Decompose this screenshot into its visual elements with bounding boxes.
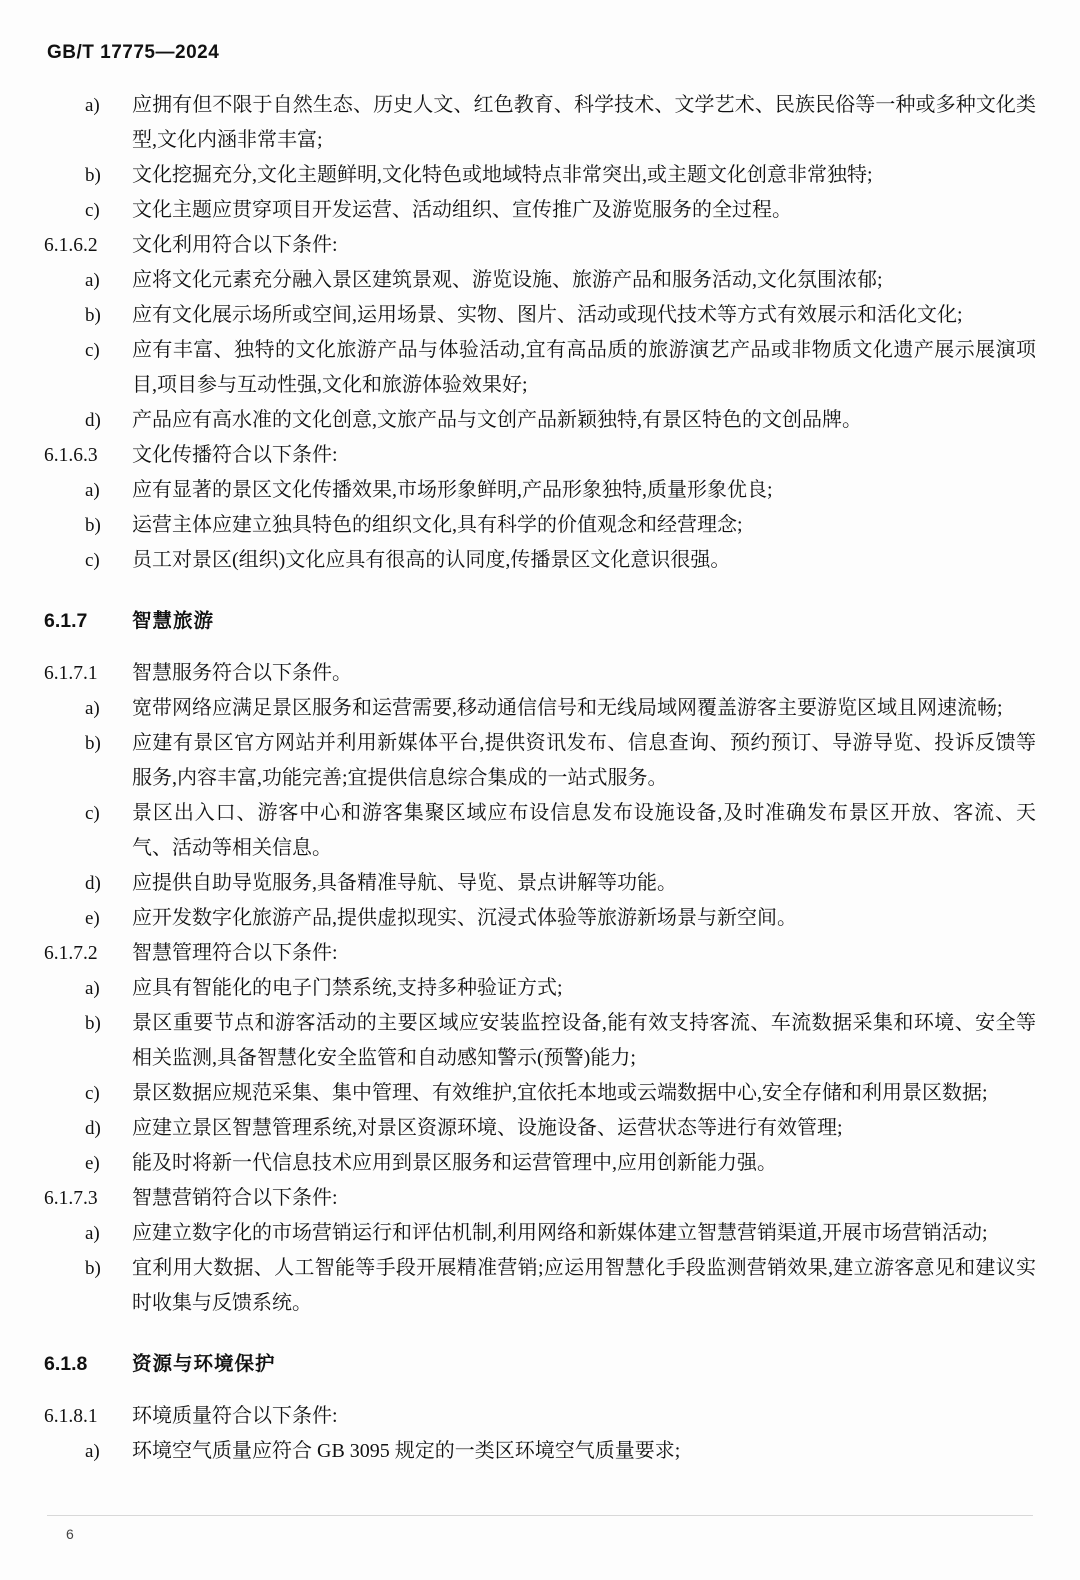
page-header-standard-number: GB/T 17775—2024 xyxy=(47,42,220,63)
list-item-label: e) xyxy=(85,908,100,929)
list-item xyxy=(44,796,1036,866)
list-item xyxy=(44,1216,1036,1251)
section-heading-title: 资源与环境保护 xyxy=(132,1353,276,1375)
list-item xyxy=(44,333,1036,403)
list-item xyxy=(44,508,1036,543)
list-item-label: b) xyxy=(85,305,101,326)
list-item-text: 产品应有高水准的文化创意,文旅产品与文创产品新颖独特,有景区特色的文创品牌。 xyxy=(132,409,862,431)
list-item-label: d) xyxy=(85,410,101,431)
list-item xyxy=(44,1006,1036,1076)
list-item-label: a) xyxy=(85,698,100,719)
list-item-text: 应将文化元素充分融入景区建筑景观、游览设施、旅游产品和服务活动,文化氛围浓郁; xyxy=(132,269,883,291)
list-item-text: 员工对景区(组织)文化应具有很高的认同度,传播景区文化意识很强。 xyxy=(132,549,731,571)
list-item-text: 应提供自助导览服务,具备精准导航、导览、景点讲解等功能。 xyxy=(132,872,677,894)
clause-text: 文化利用符合以下条件: xyxy=(132,234,338,256)
list-item-label: c) xyxy=(85,200,100,221)
list-item xyxy=(44,726,1036,796)
list-item-text: 应有文化展示场所或空间,运用场景、实物、图片、活动或现代技术等方式有效展示和活化文化; xyxy=(132,304,963,326)
list-item-text: 景区出入口、游客中心和游客集聚区域应布设信息发布设施设备,及时准确发布景区开放、客流、天气、活动等相关信息。 xyxy=(132,802,1036,859)
list-item xyxy=(44,971,1036,1006)
list-item xyxy=(44,1434,1036,1469)
section-heading-title: 智慧旅游 xyxy=(132,610,215,632)
list-item-text: 应有显著的景区文化传播效果,市场形象鲜明,产品形象独特,质量形象优良; xyxy=(132,479,773,501)
clause-paragraph xyxy=(44,438,1036,473)
clause-number: 6.1.7.1 xyxy=(44,663,98,684)
document-body xyxy=(44,88,1036,1469)
list-item-label: b) xyxy=(85,515,101,536)
clause-paragraph xyxy=(44,1181,1036,1216)
list-item xyxy=(44,1146,1036,1181)
list-item xyxy=(44,298,1036,333)
list-item-label: b) xyxy=(85,1258,101,1279)
list-item-label: a) xyxy=(85,978,100,999)
list-item xyxy=(44,1111,1036,1146)
list-item xyxy=(44,1251,1036,1321)
list-item xyxy=(44,901,1036,936)
list-item-label: b) xyxy=(85,1013,101,1034)
clause-text: 文化传播符合以下条件: xyxy=(132,444,338,466)
list-item-text: 文化挖掘充分,文化主题鲜明,文化特色或地域特点非常突出,或主题文化创意非常独特; xyxy=(132,164,873,186)
list-item xyxy=(44,473,1036,508)
clause-number: 6.1.6.2 xyxy=(44,235,98,256)
clause-paragraph xyxy=(44,1399,1036,1434)
clause-number: 6.1.6.3 xyxy=(44,445,98,466)
list-item-label: c) xyxy=(85,1083,100,1104)
clause-text: 环境质量符合以下条件: xyxy=(132,1405,338,1427)
list-item-label: a) xyxy=(85,1223,100,1244)
clause-paragraph xyxy=(44,656,1036,691)
section-heading-number: 6.1.7 xyxy=(44,610,88,632)
list-item xyxy=(44,866,1036,901)
list-item-text: 能及时将新一代信息技术应用到景区服务和运营管理中,应用创新能力强。 xyxy=(132,1152,777,1174)
list-item-label: b) xyxy=(85,165,101,186)
list-item-label: b) xyxy=(85,733,101,754)
clause-number: 6.1.7.2 xyxy=(44,943,98,964)
list-item-label: a) xyxy=(85,1441,100,1462)
list-item-label: a) xyxy=(85,480,100,501)
list-item xyxy=(44,691,1036,726)
list-item-label: a) xyxy=(85,270,100,291)
list-item xyxy=(44,403,1036,438)
list-item xyxy=(44,263,1036,298)
list-item-text: 应拥有但不限于自然生态、历史人文、红色教育、科学技术、文学艺术、民族民俗等一种或多种文化类型,文化内涵非常丰富; xyxy=(132,94,1036,151)
list-item-text: 应具有智能化的电子门禁系统,支持多种验证方式; xyxy=(132,977,563,999)
list-item xyxy=(44,193,1036,228)
clause-paragraph xyxy=(44,228,1036,263)
clause-number: 6.1.7.3 xyxy=(44,1188,98,1209)
list-item-label: a) xyxy=(85,95,100,116)
footer-divider xyxy=(47,1515,1033,1516)
list-item-label: c) xyxy=(85,550,100,571)
clause-paragraph xyxy=(44,936,1036,971)
clause-text: 智慧管理符合以下条件: xyxy=(132,942,338,964)
list-item-label: d) xyxy=(85,873,101,894)
list-item-text: 宽带网络应满足景区服务和运营需要,移动通信信号和无线局域网覆盖游客主要游览区域且网速流畅; xyxy=(132,697,1003,719)
list-item-text: 应开发数字化旅游产品,提供虚拟现实、沉浸式体验等旅游新场景与新空间。 xyxy=(132,907,797,929)
list-item-text: 文化主题应贯穿项目开发运营、活动组织、宣传推广及游览服务的全过程。 xyxy=(132,199,792,221)
section-heading xyxy=(44,604,1036,638)
clause-number: 6.1.8.1 xyxy=(44,1406,98,1427)
list-item-label: c) xyxy=(85,340,100,361)
list-item-text: 应有丰富、独特的文化旅游产品与体验活动,宜有高品质的旅游演艺产品或非物质文化遗产展示展演项目,项目参与互动性强,文化和旅游体验效果好; xyxy=(132,339,1036,396)
list-item-text: 景区重要节点和游客活动的主要区域应安装监控设备,能有效支持客流、车流数据采集和环境、安全等相关监测,具备智慧化安全监管和自动感知警示(预警)能力; xyxy=(132,1012,1036,1069)
list-item-label: c) xyxy=(85,803,100,824)
clause-text: 智慧营销符合以下条件: xyxy=(132,1187,338,1209)
list-item xyxy=(44,158,1036,193)
section-heading xyxy=(44,1347,1036,1381)
list-item-text: 应建有景区官方网站并利用新媒体平台,提供资讯发布、信息查询、预约预订、导游导览、投诉反馈等服务,内容丰富,功能完善;宜提供信息综合集成的一站式服务。 xyxy=(132,732,1036,789)
list-item xyxy=(44,543,1036,578)
clause-text: 智慧服务符合以下条件。 xyxy=(132,662,352,684)
section-heading-number: 6.1.8 xyxy=(44,1353,88,1375)
page-number: 6 xyxy=(66,1526,74,1542)
list-item-label: d) xyxy=(85,1118,101,1139)
list-item-text: 宜利用大数据、人工智能等手段开展精准营销;应运用智慧化手段监测营销效果,建立游客意见和建议实时收集与反馈系统。 xyxy=(132,1257,1036,1314)
list-item xyxy=(44,88,1036,158)
list-item-text: 运营主体应建立独具特色的组织文化,具有科学的价值观念和经营理念; xyxy=(132,514,743,536)
list-item-label: e) xyxy=(85,1153,100,1174)
list-item-text: 环境空气质量应符合 GB 3095 规定的一类区环境空气质量要求; xyxy=(132,1440,681,1462)
list-item xyxy=(44,1076,1036,1111)
list-item-text: 应建立景区智慧管理系统,对景区资源环境、设施设备、运营状态等进行有效管理; xyxy=(132,1117,843,1139)
list-item-text: 应建立数字化的市场营销运行和评估机制,利用网络和新媒体建立智慧营销渠道,开展市场营销活动; xyxy=(132,1222,988,1244)
list-item-text: 景区数据应规范采集、集中管理、有效维护,宜依托本地或云端数据中心,安全存储和利用景区数据; xyxy=(132,1082,988,1104)
